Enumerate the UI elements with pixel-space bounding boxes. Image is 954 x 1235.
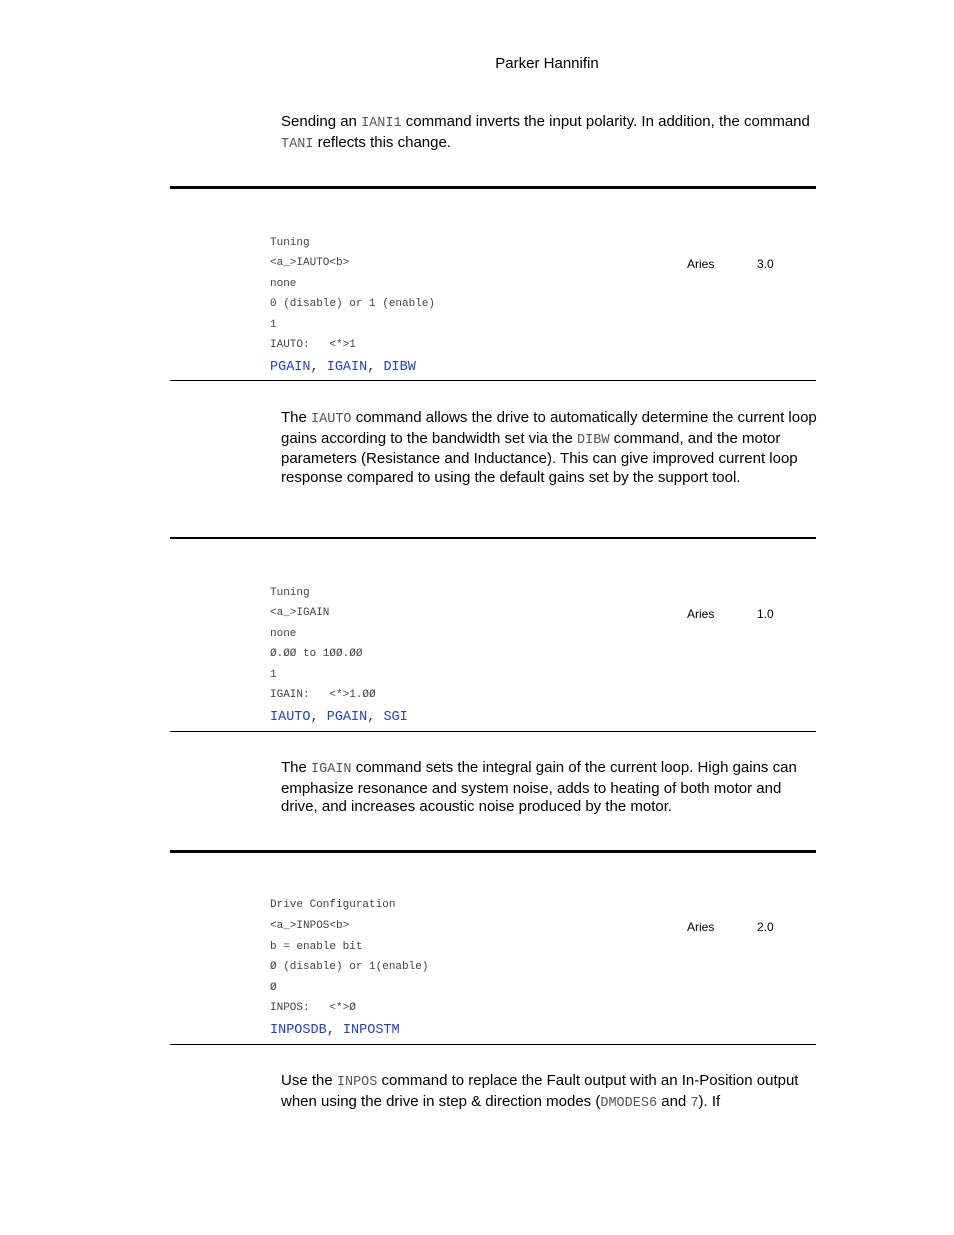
field-default: Ø <box>270 982 277 994</box>
field-response: IGAIN: <*>1.ØØ <box>270 689 376 701</box>
field-units: none <box>270 628 297 640</box>
section-divider-thin <box>170 380 816 381</box>
desc-text: and <box>657 1092 691 1110</box>
desc-code: DIBW <box>577 432 610 448</box>
field-range: 0 (disable) or 1 (enable) <box>270 298 436 310</box>
field-response: IAUTO: <*>1 <box>270 339 356 351</box>
see-also: IAUTO, PGAIN, SGI <box>270 710 408 725</box>
description-paragraph <box>281 1072 811 1113</box>
field-product: Aries <box>687 257 715 271</box>
intro-code-tani: TANI <box>281 136 314 152</box>
field-product: Aries <box>687 920 715 934</box>
desc-code: IAUTO <box>311 412 352 427</box>
see-also-link[interactable]: IGAIN <box>326 360 368 375</box>
description-paragraph <box>281 409 821 487</box>
field-syntax: <a_>IAUTO<b> <box>270 257 350 269</box>
section-divider-thin <box>170 1044 816 1045</box>
desc-code: DMODES6 <box>600 1095 658 1111</box>
field-syntax: <a_>IGAIN <box>270 607 330 619</box>
desc-text: The <box>281 759 312 776</box>
intro-text: Sending an <box>281 113 362 130</box>
see-also-link[interactable]: INPOSDB <box>270 1023 327 1038</box>
desc-code: INPOS <box>336 1075 378 1090</box>
intro-text: reflects this change. <box>313 133 451 151</box>
see-also-link[interactable]: INPOSTM <box>342 1023 400 1038</box>
desc-text: command allows the drive to automatically determine the current loop gains according to the bandwidth set via the <box>281 409 817 447</box>
desc-text: Use the <box>281 1072 337 1089</box>
desc-code: 7 <box>690 1095 699 1111</box>
desc-text: ). If <box>698 1092 721 1110</box>
page-header: Parker Hannifin <box>495 55 599 72</box>
see-also-link[interactable]: PGAIN <box>270 360 311 375</box>
field-syntax: <a_>INPOS<b> <box>270 920 350 932</box>
see-also-link[interactable]: DIBW <box>383 360 416 375</box>
field-default: 1 <box>270 319 277 331</box>
field-units: b = enable bit <box>270 941 363 953</box>
see-also: PGAIN, IGAIN, DIBW <box>270 360 416 375</box>
see-also-link[interactable]: PGAIN <box>326 710 368 725</box>
see-also-link[interactable]: IAUTO <box>270 710 311 725</box>
section-divider-thick <box>170 186 816 189</box>
desc-code: IGAIN <box>311 762 352 777</box>
field-type: Tuning <box>270 587 310 599</box>
field-response: INPOS: <*>Ø <box>270 1002 356 1014</box>
intro-code-iani1: IANI1 <box>361 116 402 131</box>
field-rev: 3.0 <box>757 257 774 271</box>
field-range: Ø.ØØ to 1ØØ.ØØ <box>270 648 363 660</box>
desc-text: command sets the integral gain of the current loop. High gains can emphasize resonance and system noise, adds to heating of both motor and drive, and increases acoustic noise produced by the motor. <box>281 759 797 816</box>
intro-text: command inverts the input polarity. In addition, the command <box>401 113 810 130</box>
field-rev: 2.0 <box>757 920 774 934</box>
field-default: 1 <box>270 669 277 681</box>
see-also: INPOSDB, INPOSTM <box>270 1023 400 1038</box>
section-divider-thick <box>170 537 816 539</box>
field-range: Ø (disable) or 1(enable) <box>270 961 429 973</box>
description-paragraph <box>281 759 821 817</box>
desc-text: command, and the motor parameters (Resistance and Inductance). This can give improved current loop response compared to using the default gains set by the support tool. <box>281 429 798 486</box>
see-also-link[interactable]: SGI <box>383 710 408 725</box>
intro-paragraph <box>281 113 821 154</box>
field-type: Drive Configuration <box>270 899 396 911</box>
section-divider-thick <box>170 850 816 853</box>
field-product: Aries <box>687 607 715 621</box>
field-units: none <box>270 278 297 290</box>
desc-text: The <box>281 409 312 426</box>
section-divider-thin <box>170 731 816 732</box>
field-rev: 1.0 <box>757 607 774 621</box>
field-type: Tuning <box>270 237 310 249</box>
desc-text: command to replace the Fault output with an In-Position output when using the drive in step & direction modes ( <box>281 1072 799 1110</box>
